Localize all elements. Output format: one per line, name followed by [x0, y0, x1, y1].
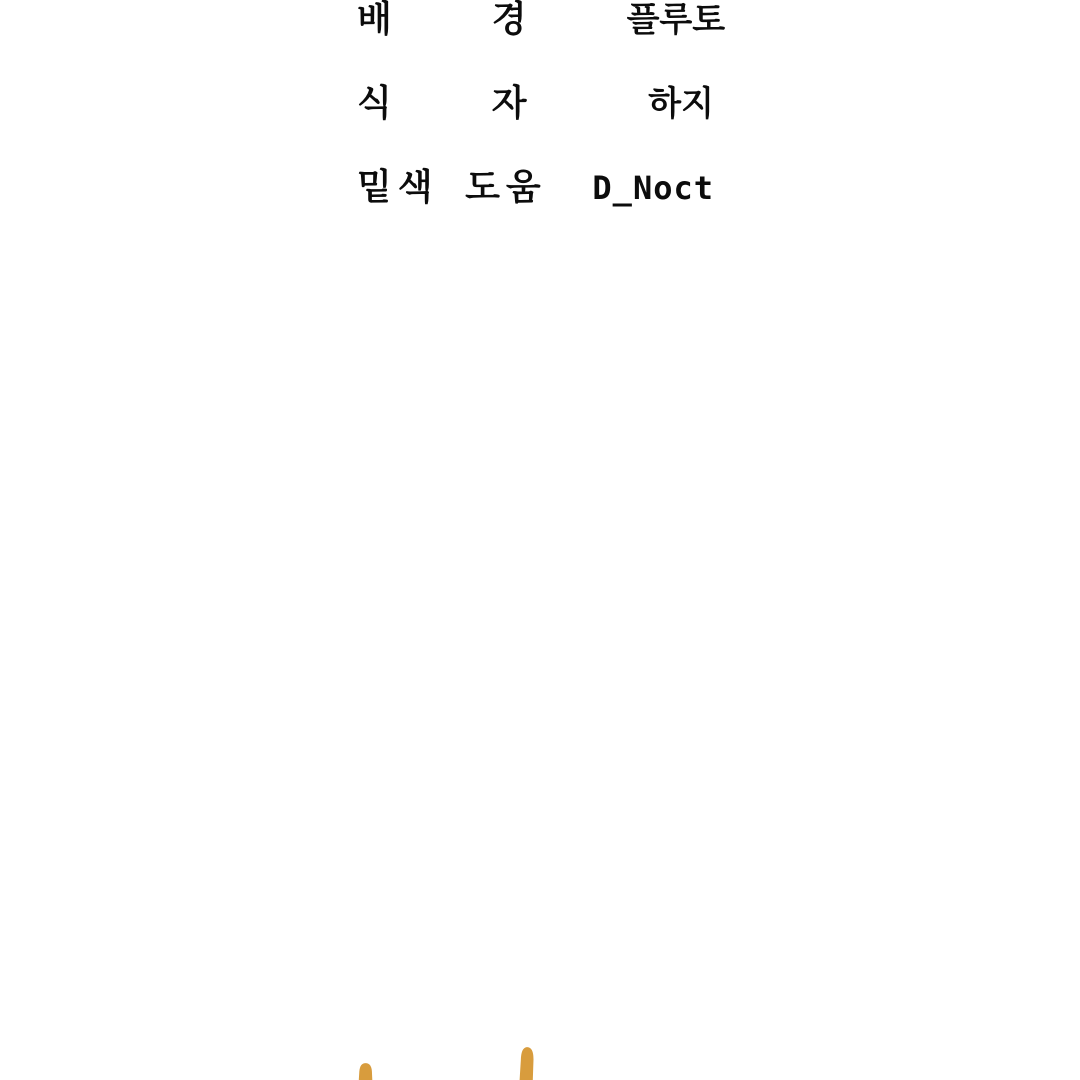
credit-role-base-color-help-label: 밑색 도움: [357, 167, 547, 208]
credit-name-background: 플루토: [626, 0, 726, 40]
credit-name-typesetting: 하지: [648, 84, 714, 124]
credits-block: [357, 0, 726, 208]
signature-stroke-left-icon: [359, 1063, 373, 1080]
credit-role-typesetting-label: 식자: [357, 83, 627, 124]
credit-row-typesetting: [357, 83, 714, 124]
credit-name-base-color-help: D_Noct: [592, 169, 714, 207]
credit-row-background: [357, 0, 726, 40]
credit-role-background-label: 배경: [357, 0, 627, 40]
credit-row-base-color-help: [357, 167, 714, 208]
signature-stroke-right-icon: [520, 1047, 534, 1080]
